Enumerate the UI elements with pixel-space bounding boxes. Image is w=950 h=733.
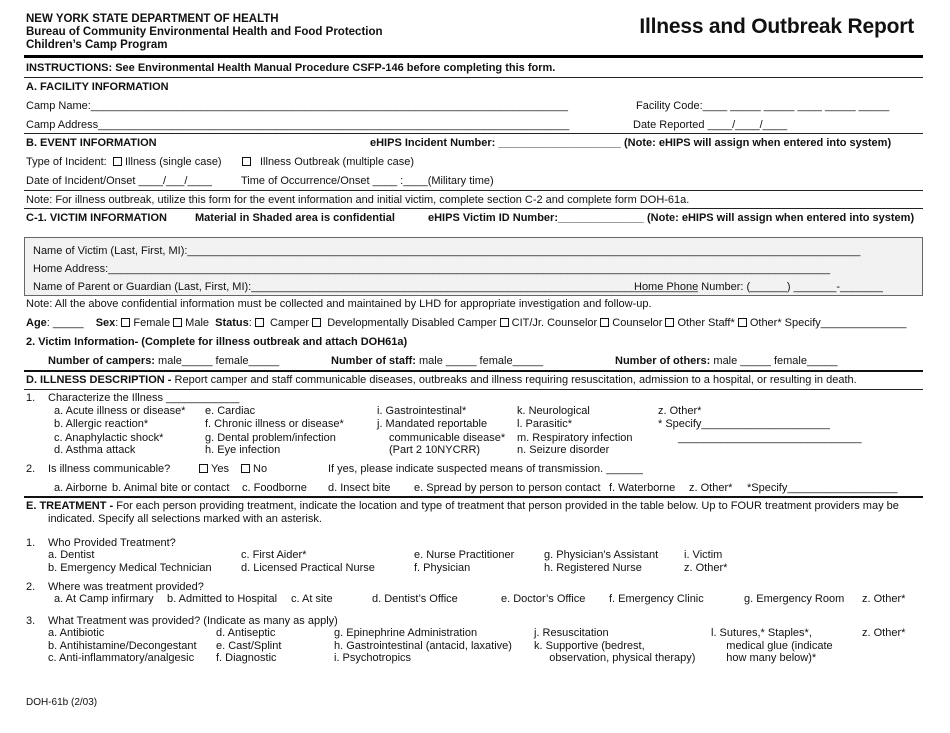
section-e-description-2: indicated. Specify all selections marked with an asterisk. bbox=[48, 513, 322, 525]
illness-col-2 bbox=[205, 405, 344, 457]
who-provided-question: Who Provided Treatment? bbox=[48, 537, 176, 549]
status-option[interactable]: Other* Specify______________ bbox=[749, 317, 907, 329]
treatment-option: b. Antihistamine/Decongestant bbox=[48, 639, 197, 652]
treatment-option: l. Sutures,* Staples*, bbox=[711, 627, 812, 639]
incident-type-single[interactable] bbox=[113, 156, 222, 169]
provider-option: i. Victim bbox=[684, 549, 723, 561]
checkbox-icon[interactable] bbox=[255, 318, 264, 327]
staff-count[interactable] bbox=[331, 355, 543, 368]
divider bbox=[24, 208, 923, 209]
status-option: CIT/Jr. Counselor bbox=[511, 317, 598, 329]
provider-col-4 bbox=[544, 549, 658, 574]
illness-col-5 bbox=[658, 405, 862, 444]
agency-name: NEW YORK STATE DEPARTMENT OF HEALTH bbox=[26, 13, 279, 25]
illness-col-4 bbox=[517, 405, 633, 457]
section-c1-heading: C-1. VICTIM INFORMATION bbox=[26, 212, 167, 224]
illness-col-1 bbox=[54, 405, 185, 457]
transmission-option: d. Insect bite bbox=[328, 482, 391, 494]
illness-option: e. Cardiac bbox=[205, 405, 256, 417]
staff-label: Number of staff: bbox=[331, 355, 416, 367]
checkbox-icon[interactable] bbox=[242, 157, 251, 166]
provider-option: b. Emergency Medical Technician bbox=[48, 561, 212, 574]
characterize-illness-field[interactable]: Characterize the Illness ____________ bbox=[48, 392, 240, 404]
bureau-name: Bureau of Community Environmental Health and Food Protection bbox=[26, 26, 383, 38]
treatment-col-5 bbox=[711, 627, 833, 665]
treatment-col-4 bbox=[534, 627, 695, 665]
provider-option: h. Registered Nurse bbox=[544, 561, 642, 574]
question-number: 2. bbox=[26, 463, 36, 475]
checkbox-icon[interactable] bbox=[738, 318, 747, 327]
location-option: b. Admitted to Hospital bbox=[167, 593, 278, 605]
ehips-incident-note: (Note: eHIPS will assign when entered into system) bbox=[624, 137, 892, 149]
treatment-option: i. Psychotropics bbox=[334, 652, 412, 665]
illness-specify-field[interactable]: ______________________________ bbox=[678, 431, 862, 444]
divider bbox=[24, 190, 923, 191]
age-field[interactable]: : _____ bbox=[46, 317, 84, 329]
illness-option: f. Chronic illness or disease* bbox=[205, 417, 344, 430]
transmission-option: f. Waterborne bbox=[609, 482, 676, 494]
program-name: Children’s Camp Program bbox=[26, 39, 168, 51]
ehips-victim-field[interactable]: eHIPS Victim ID Number:______________ bbox=[428, 212, 644, 224]
section-e-description: For each person providing treatment, indicate the location and type of treatment that person provided in the table below. Up to FOUR treatment providers may be bbox=[116, 500, 899, 512]
date-onset-field[interactable]: Date of Incident/Onset ____/___/____ bbox=[26, 175, 212, 187]
illness-option: l. Parasitic* bbox=[517, 417, 573, 430]
question-number: 1. bbox=[26, 537, 36, 549]
section-d-heading: D. ILLNESS DESCRIPTION - bbox=[26, 374, 175, 386]
divider bbox=[24, 389, 923, 390]
provider-option: c. First Aider* bbox=[241, 549, 307, 561]
divider bbox=[24, 370, 923, 372]
treatment-option: how many below)* bbox=[711, 652, 817, 665]
illness-specify-field[interactable]: * Specify_____________________ bbox=[658, 417, 830, 430]
no-label: No bbox=[253, 463, 268, 475]
camp-name-field[interactable]: Camp Name:______________________________________________________________________________ bbox=[26, 100, 568, 112]
treatment-col-3 bbox=[334, 627, 512, 665]
status-option: Developmentally Disabled Camper bbox=[327, 317, 497, 329]
illness-option: n. Seizure disorder bbox=[517, 444, 610, 457]
checkbox-icon[interactable] bbox=[121, 318, 130, 327]
section-e-heading: E. TREATMENT - bbox=[26, 500, 117, 512]
provider-option: d. Licensed Practical Nurse bbox=[241, 561, 375, 574]
incident-type-outbreak[interactable] bbox=[242, 156, 414, 169]
others-label: Number of others: bbox=[615, 355, 711, 367]
illness-option: k. Neurological bbox=[517, 405, 590, 417]
treatment-option: g. Epinephrine Administration bbox=[334, 627, 478, 639]
illness-option: c. Anaphylactic shock* bbox=[54, 431, 164, 444]
section-c2-heading: 2. Victim Information- (Complete for illness outbreak and attach DOH61a) bbox=[26, 336, 408, 348]
divider bbox=[24, 77, 923, 78]
section-b-heading: B. EVENT INFORMATION bbox=[26, 137, 157, 149]
checkbox-icon[interactable] bbox=[199, 464, 208, 473]
checkbox-icon[interactable] bbox=[173, 318, 182, 327]
section-d-description: Report camper and staff communicable diseases, outbreaks and illness requiring resuscitation, admission to a hospital, or resulting in death. bbox=[174, 374, 857, 386]
form-title: Illness and Outbreak Report bbox=[639, 15, 914, 38]
question-number: 1. bbox=[26, 392, 36, 404]
treatment-option: h. Gastrointestinal (antacid, laxative) bbox=[334, 639, 512, 652]
incident-type-outbreak-label: Illness Outbreak (multiple case) bbox=[260, 156, 415, 168]
location-option: c. At site bbox=[291, 593, 333, 605]
victim-name-field[interactable]: Name of Victim (Last, First, MI):______________________________________________________________________________________________________________ bbox=[33, 245, 861, 257]
provider-col-5 bbox=[684, 549, 727, 574]
treatment-col-2 bbox=[216, 627, 281, 665]
location-option: a. At Camp infirmary bbox=[54, 593, 154, 605]
transmission-option: a. Airborne bbox=[54, 482, 108, 494]
question-number: 2. bbox=[26, 581, 36, 593]
transmission-option: c. Foodborne bbox=[242, 482, 307, 494]
form-number: DOH-61b (2/03) bbox=[26, 697, 98, 708]
ehips-incident-field[interactable]: eHIPS Incident Number: ____________________ bbox=[370, 137, 621, 149]
sex-label: Sex bbox=[95, 317, 116, 329]
home-address-field[interactable]: Home Address:______________________________________________________________________________________________________________________ bbox=[33, 263, 831, 275]
what-treatment-question: What Treatment was provided? (Indicate as many as apply) bbox=[48, 615, 338, 627]
date-reported-field[interactable]: Date Reported ____/____/____ bbox=[633, 119, 788, 131]
where-treatment-question: Where was treatment provided? bbox=[48, 581, 204, 593]
campers-count[interactable] bbox=[48, 355, 279, 368]
illness-option: m. Respiratory infection bbox=[517, 431, 633, 444]
home-phone-field[interactable]: Home Phone Number: (______) _______-_______ bbox=[634, 281, 883, 293]
status-option: Counselor bbox=[612, 317, 663, 329]
transmission-option: b. Animal bite or contact bbox=[112, 482, 230, 494]
incident-type-single-label: Illness (single case) bbox=[125, 156, 222, 168]
provider-option: e. Nurse Practitioner bbox=[414, 549, 515, 561]
checkbox-icon[interactable] bbox=[600, 318, 609, 327]
age-sex-status-row: Age: _____ Sex: Female Male Status: Camper Developmentally Disabled Camper CIT/Jr. Counselor Counselor Other Staff* Other* Specify______________ bbox=[26, 317, 907, 329]
checkbox-icon[interactable] bbox=[241, 464, 250, 473]
treatment-col-1 bbox=[48, 627, 197, 665]
illness-option: (Part 2 10NYCRR) bbox=[389, 444, 481, 457]
illness-option: j. Mandated reportable bbox=[377, 417, 488, 430]
campers-blanks[interactable]: male_____ female_____ bbox=[154, 355, 280, 367]
provider-col-2 bbox=[241, 549, 375, 574]
provider-option: z. Other* bbox=[684, 561, 728, 574]
illness-col-3 bbox=[377, 405, 505, 457]
status-option: Camper bbox=[269, 317, 310, 329]
question-number: 3. bbox=[26, 615, 36, 627]
section-d-header bbox=[26, 374, 857, 387]
communicable-no[interactable] bbox=[241, 463, 267, 476]
header-divider bbox=[24, 55, 923, 58]
location-option: z. Other* bbox=[862, 593, 906, 605]
time-onset-field[interactable]: Time of Occurrence/Onset ____ :____(Military time) bbox=[241, 175, 494, 187]
age-label: Age bbox=[26, 317, 47, 329]
illness-option: z. Other* bbox=[658, 405, 702, 417]
location-option: f. Emergency Clinic bbox=[609, 593, 704, 605]
transmission-specify-field[interactable]: *Specify__________________ bbox=[747, 482, 898, 494]
others-blanks[interactable]: male _____ female_____ bbox=[710, 355, 838, 367]
camp-address-field[interactable]: Camp Address_____________________________________________________________________________ bbox=[26, 119, 570, 131]
campers-label: Number of campers: bbox=[48, 355, 155, 367]
treatment-option: medical glue (indicate bbox=[711, 639, 833, 652]
transmission-option: z. Other* bbox=[689, 482, 733, 494]
illness-option: d. Asthma attack bbox=[54, 444, 136, 457]
section-a-heading: A. FACILITY INFORMATION bbox=[26, 81, 169, 93]
illness-option: g. Dental problem/infection bbox=[205, 431, 336, 444]
treatment-option: j. Resuscitation bbox=[534, 627, 609, 639]
provider-option: f. Physician bbox=[414, 561, 471, 574]
instructions: INSTRUCTIONS: See Environmental Health Manual Procedure CSFP-146 before completing this form. bbox=[26, 62, 556, 74]
treatment-option: e. Cast/Splint bbox=[216, 639, 282, 652]
confidential-collection-note: Note: All the above confidential information must be collected and maintained by LHD for appropriate investigation and follow-up. bbox=[26, 298, 652, 310]
checkbox-icon[interactable] bbox=[500, 318, 509, 327]
illness-option: i. Gastrointestinal* bbox=[377, 405, 467, 417]
checkbox-icon[interactable] bbox=[665, 318, 674, 327]
treatment-option: a. Antibiotic bbox=[48, 627, 105, 639]
communicable-question: Is illness communicable? bbox=[48, 463, 171, 475]
others-count[interactable] bbox=[615, 355, 838, 368]
confidential-note: Material in Shaded area is confidential bbox=[195, 212, 395, 224]
illness-option: b. Allergic reaction* bbox=[54, 417, 149, 430]
treatment-option: z. Other* bbox=[862, 627, 906, 639]
treatment-option: k. Supportive (bedrest, bbox=[534, 639, 645, 652]
incident-type-label: Type of Incident: bbox=[26, 156, 107, 168]
provider-option: g. Physician’s Assistant bbox=[544, 549, 659, 561]
illness-option: h. Eye infection bbox=[205, 444, 281, 457]
ehips-victim-note: (Note: eHIPS will assign when entered into system) bbox=[647, 212, 915, 224]
parent-name-field[interactable]: Name of Parent or Guardian (Last, First, MI):_________________________________________________________________________ bbox=[33, 281, 698, 293]
treatment-option: observation, physical therapy) bbox=[534, 652, 696, 665]
checkbox-icon[interactable] bbox=[312, 318, 321, 327]
treatment-option: f. Diagnostic bbox=[216, 652, 277, 665]
communicable-yes[interactable] bbox=[199, 463, 229, 476]
sex-female: Female bbox=[133, 317, 171, 329]
section-e-header bbox=[26, 500, 899, 513]
provider-option: a. Dentist bbox=[48, 549, 95, 561]
yes-label: Yes bbox=[211, 463, 229, 475]
illness-option: a. Acute illness or disease* bbox=[54, 405, 186, 417]
status-option: Other Staff* bbox=[677, 317, 735, 329]
transmission-question[interactable]: If yes, please indicate suspected means of transmission. ______ bbox=[328, 463, 643, 475]
location-option: e. Doctor’s Office bbox=[501, 593, 586, 605]
transmission-option: e. Spread by person to person contact bbox=[414, 482, 601, 494]
divider bbox=[24, 133, 923, 134]
facility-code-field[interactable]: Facility Code:____ _____ _____ ____ _____ _____ bbox=[636, 100, 890, 112]
divider bbox=[24, 496, 923, 498]
location-option: d. Dentist’s Office bbox=[372, 593, 458, 605]
treatment-col-6 bbox=[862, 627, 905, 640]
location-option: g. Emergency Room bbox=[744, 593, 845, 605]
illness-option: communicable disease* bbox=[389, 431, 506, 444]
provider-col-1 bbox=[48, 549, 212, 574]
status-label: Status bbox=[215, 317, 249, 329]
staff-blanks[interactable]: male _____ female_____ bbox=[415, 355, 544, 367]
treatment-option: c. Anti-inflammatory/analgesic bbox=[48, 652, 195, 665]
sex-male: Male bbox=[185, 317, 210, 329]
provider-col-3 bbox=[414, 549, 514, 574]
checkbox-icon[interactable] bbox=[113, 157, 122, 166]
outbreak-note: Note: For illness outbreak, utilize this form for the event information and initial victim, complete section C-2 and complete form DOH-61a. bbox=[26, 194, 690, 206]
treatment-option: d. Antiseptic bbox=[216, 627, 276, 639]
